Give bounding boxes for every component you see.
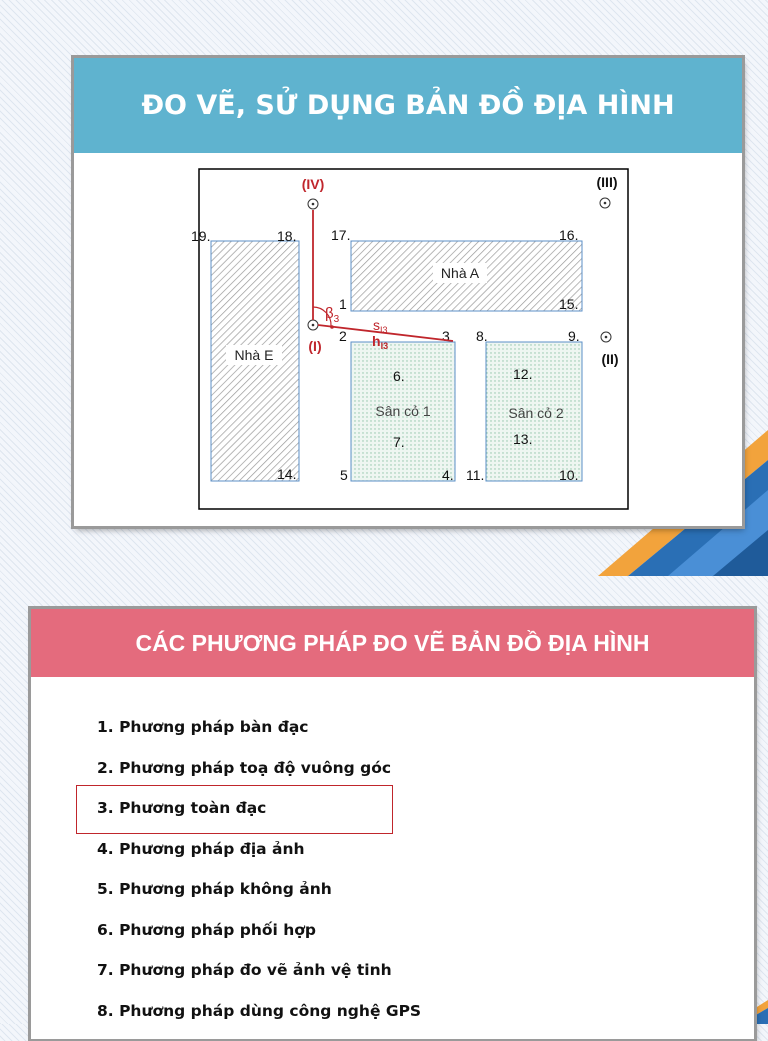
point-15-label: 15. [559,296,578,312]
slide1-title: ĐO VẼ, SỬ DỤNG BẢN ĐỒ ĐỊA HÌNH [74,58,742,153]
station-iii-label: (III) [597,174,618,190]
point-5-label: 5 [340,467,348,483]
point-14-label: 14. [277,466,296,482]
method-item: 7. Phương pháp đo vẽ ảnh vệ tinh [97,960,421,1001]
point-6-label: 6. [393,368,405,384]
point-2-label: 2 [339,328,347,344]
slide-survey-methods [31,609,754,1039]
station-i-label: (I) [308,338,321,354]
method-item-highlighted: 3. Phương toàn đạc [97,798,421,839]
method-item: 1. Phương pháp bàn đạc [97,717,421,758]
nha-e-label: Nhà E [235,347,274,363]
distance-s-label: $s_{I3}$ [373,317,388,335]
point-11-label: 11. [466,467,484,483]
methods-list [97,717,421,1041]
station-ii-label: (II) [601,351,618,367]
method-item: 6. Phương pháp phối hợp [97,920,421,961]
station-ii-marker-icon [601,332,611,342]
point-19-label: 19. [191,228,210,244]
nha-a-label: Nhà A [441,265,480,281]
point-17-label: 17. [331,227,350,243]
point-13-label: 13. [513,431,532,447]
point-3-label: 3 [442,328,450,344]
method-item: 5. Phương pháp không ảnh [97,879,421,920]
method-item: 4. Phương pháp địa ảnh [97,839,421,880]
station-iv-label: (IV) [302,176,325,192]
point-4-label: 4. [442,467,454,483]
method-item: 8. Phương pháp dùng công nghệ GPS [97,1001,421,1041]
point-16-label: 16. [559,227,578,243]
point-1-label: 1 [339,296,347,312]
point-10-label: 10. [559,467,578,483]
san-co-2-label: Sân cỏ 2 [508,405,563,421]
point-9-label: 9. [568,328,580,344]
station-i-marker-icon [308,320,318,330]
point-18-label: 18. [277,228,296,244]
point-12-label: 12. [513,366,532,382]
slide2-title: CÁC PHƯƠNG PHÁP ĐO VẼ BẢN ĐỒ ĐỊA HÌNH [31,609,754,677]
beta-angle-label: $\beta_3$ [325,305,340,325]
slide-survey-map [74,58,742,526]
survey-map-diagram [198,168,629,510]
san-co-1-label: Sân cỏ 1 [375,403,430,419]
method-item: 2. Phương pháp toạ độ vuông góc [97,758,421,799]
station-iv-marker-icon [308,199,318,209]
point-7-label: 7. [393,434,405,450]
highlight-box [76,785,393,834]
station-iii-marker-icon [600,198,610,208]
height-h-label: $h_{I3}$ [372,333,388,351]
point-8-label: 8. [476,328,488,344]
